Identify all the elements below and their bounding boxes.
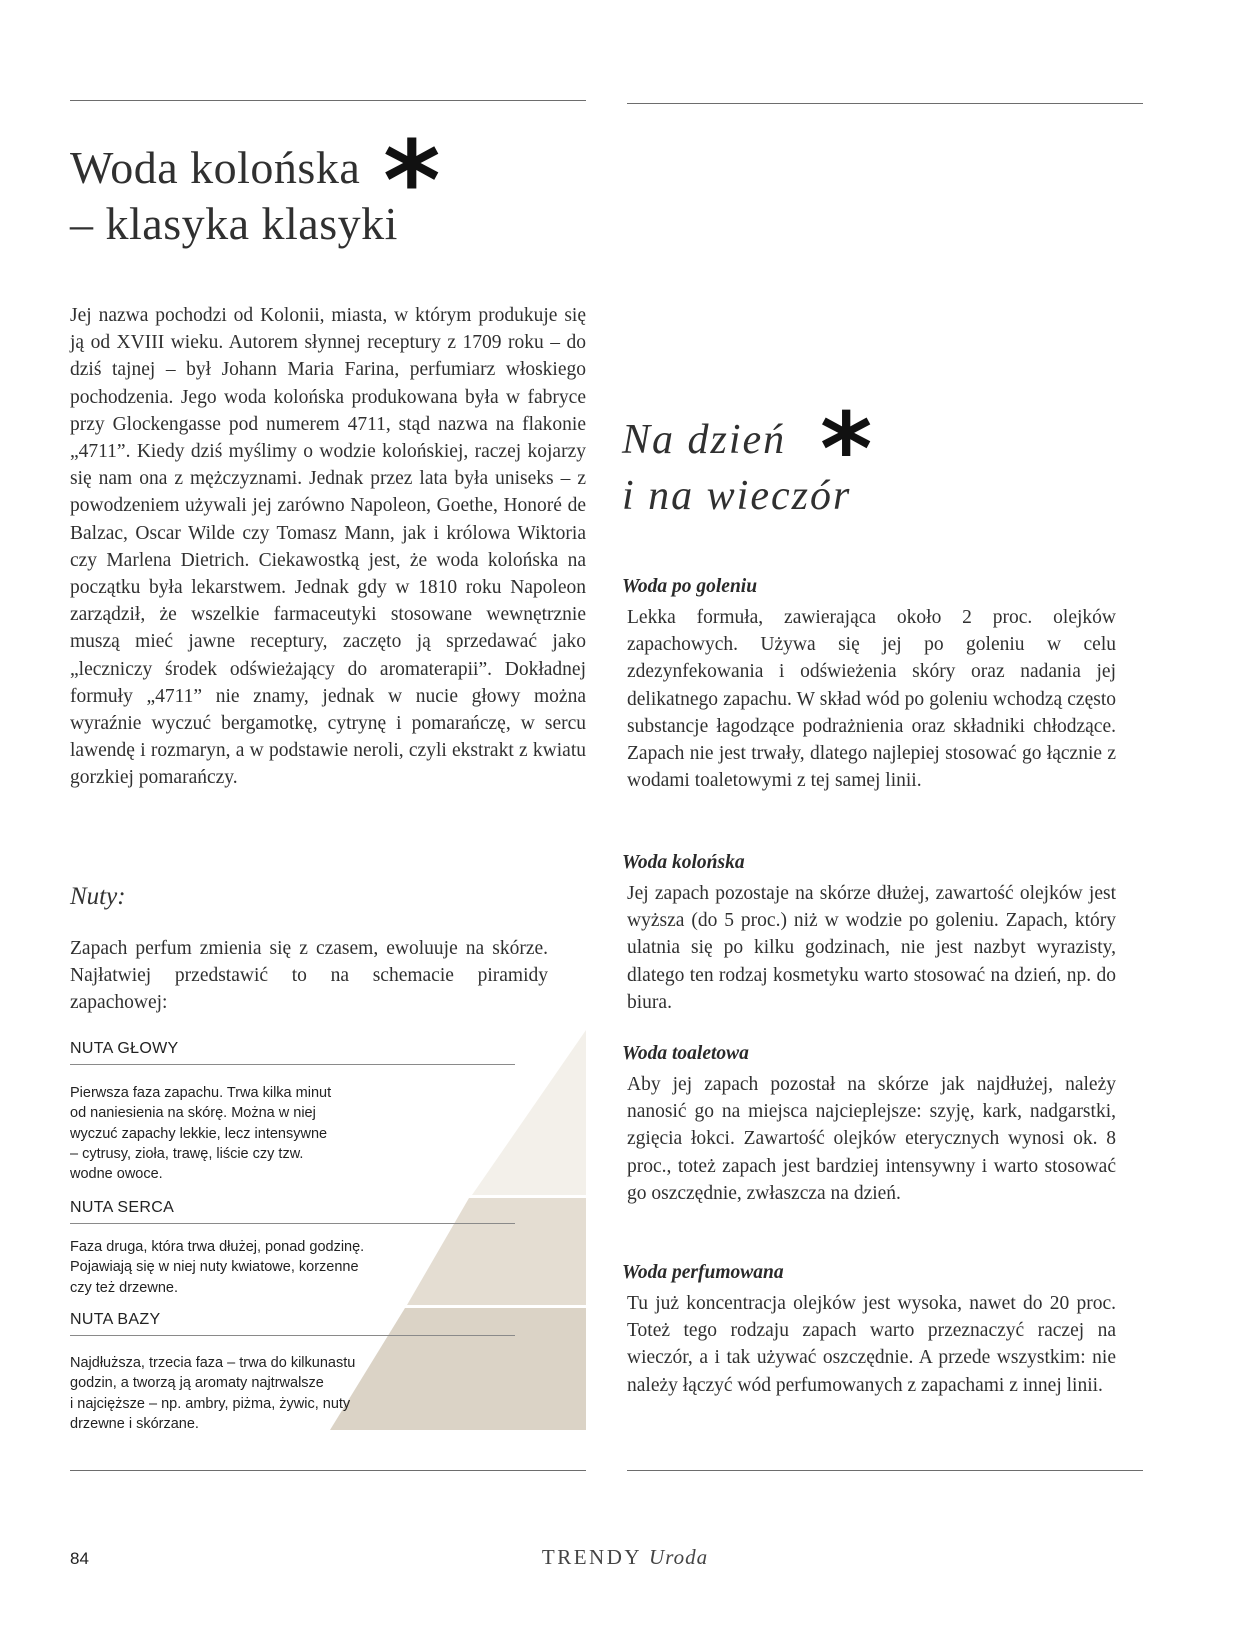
note-desc-line: od naniesienia na skórę. Można w niej xyxy=(70,1105,316,1122)
fragrance-pyramid-graphic xyxy=(330,1030,586,1430)
note-desc-heart xyxy=(70,1237,364,1298)
pyramid-bottom-tier xyxy=(330,1308,586,1430)
note-desc-line: drzewne i skórzane. xyxy=(70,1415,199,1432)
note-label-head: NUTA GŁOWY xyxy=(70,1040,179,1057)
note-desc-line: wodne owoce. xyxy=(70,1166,163,1183)
section-text-aftershave xyxy=(627,604,1116,794)
note-desc-line: Pojawiają się w niej nuty kwiatowe, korzenne xyxy=(70,1259,359,1276)
nuty-heading: Nuty: xyxy=(70,883,126,910)
note-label-heart: NUTA SERCA xyxy=(70,1199,175,1216)
note-label-base: NUTA BAZY xyxy=(70,1311,161,1328)
left-title-line-2: – klasyka klasyki xyxy=(70,198,398,249)
section-text-cologne xyxy=(627,880,1116,1016)
left-article-title xyxy=(70,140,398,252)
asterisk-icon: * xyxy=(383,117,441,245)
note-desc-line: wyczuć zapachy lekkie, lecz intensywne xyxy=(70,1125,328,1142)
pyramid-top-tier xyxy=(472,1030,586,1195)
brand-section: Uroda xyxy=(649,1545,709,1569)
brand-name: TRENDY xyxy=(541,1545,642,1569)
right-title-line-1: Na dzień xyxy=(622,417,787,463)
nuty-intro-text: Zapach perfum zmienia się z czasem, ewoluuje na skórze. Najłatwiej przedstawić to na schemacie piramidy zapachowej: xyxy=(70,938,548,1014)
nuty-intro-paragraph xyxy=(70,935,548,1017)
note-divider-heart xyxy=(70,1223,515,1224)
note-desc-line: Faza druga, która trwa dłużej, ponad godzinę. xyxy=(70,1239,365,1255)
asterisk-icon: * xyxy=(820,391,873,508)
bottom-rule-left xyxy=(70,1470,586,1471)
section-heading-eau-de-parfum: Woda perfumowana xyxy=(622,1262,784,1283)
right-title-line-2: i na wieczór xyxy=(622,473,852,519)
section-text: Aby jej zapach pozostał na skórze jak najdłużej, należy nanosić go na miejsca najcieplejsze: szyję, kark, nadgarstki, zgięcia łokci. Zawartość olejków eterycznych wynosi ok. 8 proc., toteż zapach jest bardziej intensywny i warto stosować go oszczędnie, zwłaszcza na dzień. xyxy=(627,1074,1116,1204)
left-title-line-1: Woda kolońska xyxy=(70,142,361,193)
top-rule-right xyxy=(627,103,1143,104)
top-rule-left xyxy=(70,100,586,101)
section-text: Lekka formuła, zawierająca około 2 proc. olejków zapachowych. Używa się jej po goleniu w celu zdezynfekowania i odświeżenia skóry oraz nadania jej delikatnego zapachu. W skład wód po goleniu wchodzą często substancje łagodzące podrażnienia oraz składniki chłodzące. Zapach nie jest trwały, dlatego najlepiej stosować go łącznie z wodami toaletowymi z tej samej linii. xyxy=(627,607,1116,792)
note-desc-line: – cytrusy, zioła, trawę, liście czy tzw. xyxy=(70,1145,304,1162)
right-article-title xyxy=(622,412,851,524)
section-text: Jej zapach pozostaje na skórze dłużej, zawartość olejków jest wyższa (do 5 proc.) niż w wodzie po goleniu. Zapach, który ulatnia się po kilku godzinach, nie jest nazbyt wyrazisty, dlatego ten rodzaj kosmetyku warto stosować na dzień, np. do biura. xyxy=(627,883,1116,1013)
pyramid-middle-tier xyxy=(407,1198,586,1305)
bottom-rule-right xyxy=(627,1470,1143,1471)
note-divider-head xyxy=(70,1064,515,1065)
section-text-eau-de-toilette xyxy=(627,1071,1116,1207)
intro-text: Jej nazwa pochodzi od Kolonii, miasta, w którym produkuje się ją od XVIII wieku. Autorem słynnej receptury z 1709 roku – do dziś tajnej – był Johann Maria Farina, perfumiarz włoskiego pochodzenia. Jego woda kolońska produkowana była w fabryce przy Glockengasse pod numerem 4711, stąd nazwa na flakonie „4711”. Kiedy dziś myślimy o wodzie kolońskiej, raczej kojarzy się nam ona z mężczyznami. Jednak przez lata była uniseks – z powodzeniem używali jej zarówno Napoleon, Goethe, Honoré de Balzac, Oscar Wilde czy Tomasz Mann, jak i królowa Wiktoria czy Marlena Dietrich. Ciekawostką jest, że woda kolońska na początku była lekarstwem. Jednak gdy w 1810 roku Napoleon zarządził, że wszelkie farmaceutyki stosowane wewnętrznie muszą mieć jawne receptury, zaczęto ją sprzedawać jako „leczniczy środek odświeżający do aromaterapii”. Dokładnej formuły „4711” nie znamy, jednak w nucie głowy można wyraźnie wyczuć bergamotkę, cytrynę i pomarańczę, w sercu lawendę i rozmaryn, a w podstawie neroli, czyli ekstrakt z kwiatu gorzkiej pomarańczy. xyxy=(70,305,586,789)
note-desc-head xyxy=(70,1083,331,1184)
page-number: 84 xyxy=(70,1549,89,1568)
note-desc-line: Najdłuższa, trzecia faza – trwa do kilkunastu xyxy=(70,1355,356,1371)
section-heading-eau-de-toilette: Woda toaletowa xyxy=(622,1043,749,1064)
note-desc-line: Pierwsza faza zapachu. Trwa kilka minut xyxy=(70,1085,332,1101)
note-desc-line: czy też drzewne. xyxy=(70,1279,178,1296)
section-text-eau-de-parfum xyxy=(627,1290,1116,1399)
section-heading-aftershave: Woda po goleniu xyxy=(622,576,758,597)
note-divider-base xyxy=(70,1335,515,1336)
note-desc-base xyxy=(70,1353,355,1434)
note-desc-line: i najcięższe – np. ambry, piżma, żywic, nuty xyxy=(70,1395,351,1412)
note-desc-line: godzin, a tworzą ją aromaty najtrwalsze xyxy=(70,1375,324,1392)
section-text: Tu już koncentracja olejków jest wysoka, nawet do 20 proc. Toteż tego rodzaju zapach warto przeznaczyć raczej na wieczór, a i tak używać oszczędnie. A przede wszystkim: nie należy łączyć wód perfumowanych z zapachami z innej linii. xyxy=(627,1293,1116,1396)
left-intro-paragraph xyxy=(70,302,586,792)
magazine-brand xyxy=(0,1545,1250,1570)
section-heading-cologne: Woda kolońska xyxy=(622,852,745,873)
